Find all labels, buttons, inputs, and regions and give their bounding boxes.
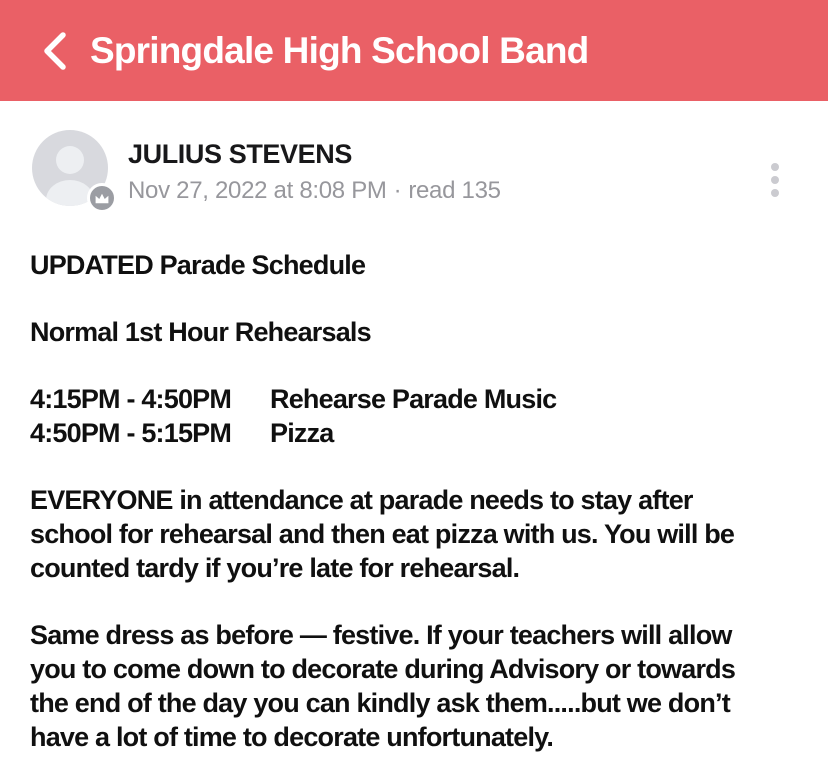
post-body <box>30 248 798 754</box>
schedule-row <box>30 416 798 450</box>
post-header <box>32 130 795 206</box>
leader-badge <box>87 183 117 213</box>
schedule-row <box>30 382 798 416</box>
post-timestamp: Nov 27, 2022 at 8:08 PM <box>128 177 387 204</box>
navbar <box>0 0 828 101</box>
meta-separator: · <box>393 177 402 204</box>
author-avatar[interactable] <box>32 130 108 206</box>
author-name: JULIUS STEVENS <box>128 139 352 169</box>
schedule-activity: Pizza <box>270 418 334 448</box>
post-line-intro: UPDATED Parade Schedule <box>30 250 366 280</box>
schedule-activity: Rehearse Parade Music <box>270 384 557 414</box>
kebab-icon <box>771 163 779 171</box>
page-title: Springdale High School Band <box>90 29 589 71</box>
post-meta <box>128 177 501 205</box>
post-options-button[interactable] <box>755 152 795 208</box>
crown-icon <box>94 192 110 205</box>
read-count: read 135 <box>408 177 501 204</box>
author-block <box>128 130 501 206</box>
paragraph-dress: Same dress as before — festive. If your teachers will allow you to come down to decorate during Advisory or towards the end of the day you can kindly ask them.....but we don’t have a lot of time to decorate unfortunately. <box>30 620 736 752</box>
schedule-time: 4:15PM - 4:50PM <box>30 384 232 414</box>
post-line-subtitle: Normal 1st Hour Rehearsals <box>30 317 371 347</box>
back-button[interactable] <box>26 21 82 81</box>
schedule-time: 4:50PM - 5:15PM <box>30 418 232 448</box>
schedule-block <box>30 382 798 450</box>
paragraph-attendance: EVERYONE in attendance at parade needs to stay after school for rehearsal and then eat pizza with us. You will be counted tardy if you’re late for rehearsal. <box>30 485 735 583</box>
chevron-left-icon <box>42 31 67 71</box>
